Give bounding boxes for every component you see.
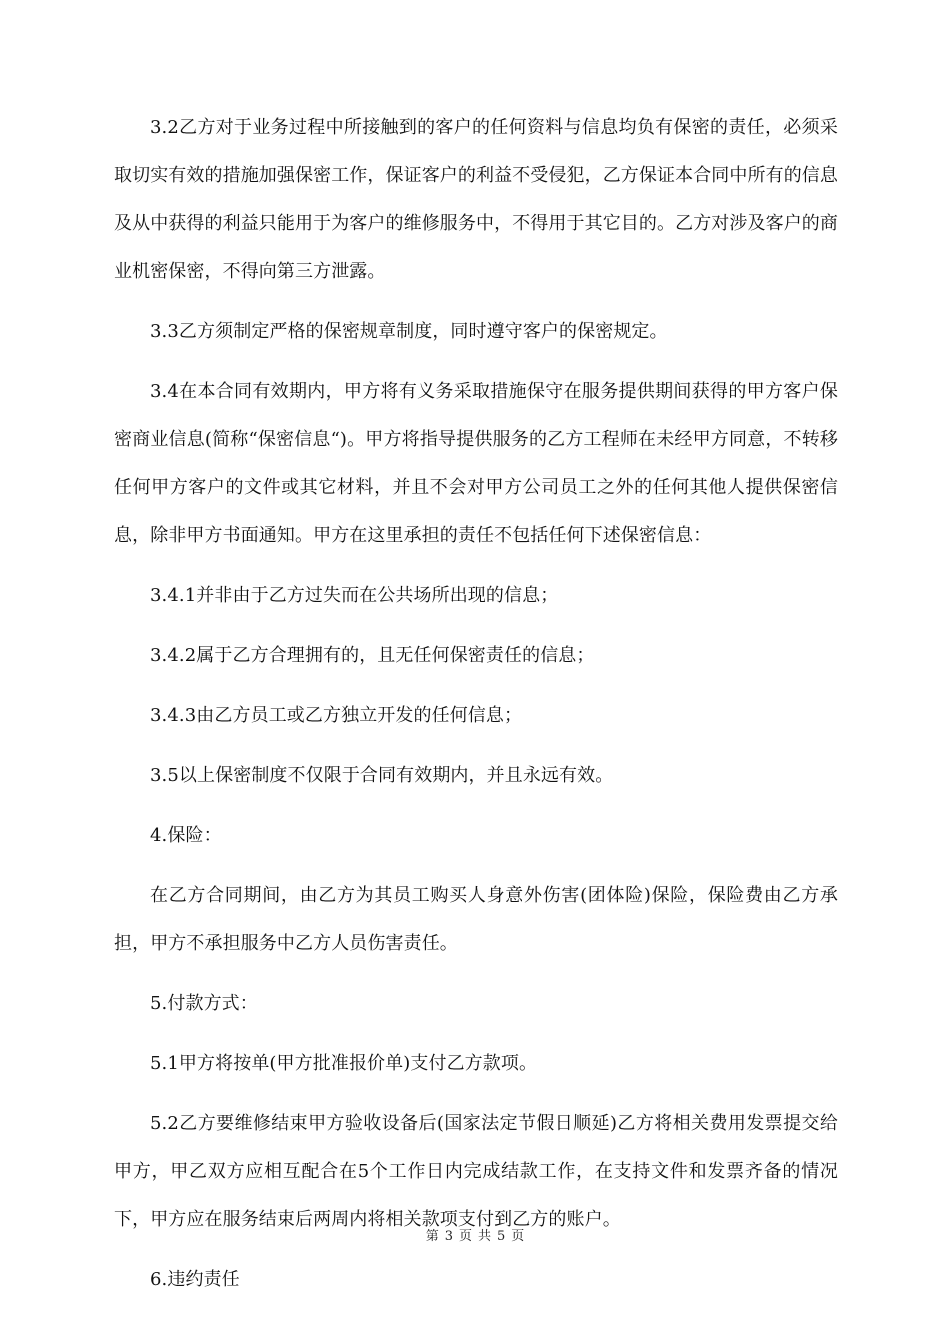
clause-3-4-1: 3.4.1并非由于乙方过失而在公共场所出现的信息； [150,585,559,606]
section-5-heading: 5.付款方式： [150,993,258,1014]
clause-3-4-3: 3.4.3由乙方员工或乙方独立开发的任何信息； [150,705,523,726]
footer-current-page: 3 [444,1229,453,1244]
footer-total-label: 共 [478,1229,492,1244]
section-4-heading: 4.保险： [150,825,222,846]
clause-3-4: 3.4在本合同有效期内，甲方将有义务采取措施保守在服务提供期间获得的甲方客户保密商业信息(简称“保密信息“)。甲方将指导提供服务的乙方工程师在未经甲方同意，不转移任何甲方客户的文件或其它材料，并且不会对甲方公司员工之外的任何其他人提供保密信息，除非甲方书面通知。甲方在这里承担的责任不包括任何下述保密信息： [114,381,838,546]
clause-5-1: 5.1甲方将按单(甲方批准报价单)支付乙方款项。 [150,1053,538,1074]
footer-prefix: 第 [425,1229,439,1244]
footer-suffix: 页 [511,1229,525,1244]
clause-5-2: 5.2乙方要维修结束甲方验收设备后(国家法定节假日顺延)乙方将相关费用发票提交给甲方，甲乙双方应相互配合在5个工作日内完成结款工作，在支持文件和发票齐备的情况下，甲方应在服务结束后两周内将相关款项支付到乙方的账户。 [114,1113,838,1230]
page-footer [0,1225,950,1244]
document-body [114,104,838,1304]
clause-3-4-2: 3.4.2属于乙方合理拥有的，且无任何保密责任的信息； [150,645,595,666]
footer-total-pages: 5 [497,1229,506,1244]
clause-3-3: 3.3乙方须制定严格的保密规章制度，同时遵守客户的保密规定。 [150,321,668,342]
clause-3-2: 3.2乙方对于业务过程中所接触到的客户的任何资料与信息均负有保密的责任，必须采取切实有效的措施加强保密工作，保证客户的利益不受侵犯，乙方保证本合同中所有的信息及从中获得的利益只能用于为客户的维修服务中，不得用于其它目的。乙方对涉及客户的商业机密保密，不得向第三方泄露。 [114,117,838,282]
section-6-heading: 6.违约责任 [150,1269,240,1290]
clause-3-5: 3.5以上保密制度不仅限于合同有效期内，并且永远有效。 [150,765,614,786]
footer-page-label: 页 [458,1229,472,1244]
insurance-paragraph: 在乙方合同期间，由乙方为其员工购买人身意外伤害(团体险)保险，保险费由乙方承担，甲方不承担服务中乙方人员伤害责任。 [114,885,838,954]
